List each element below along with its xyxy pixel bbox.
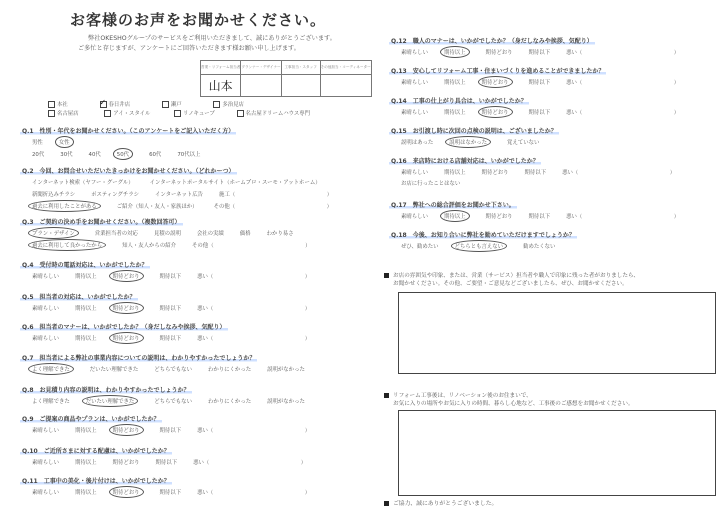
answer-option[interactable]: 見積の説明 bbox=[153, 231, 181, 237]
answer-row bbox=[32, 150, 216, 158]
answer-blank[interactable]: ） bbox=[229, 306, 311, 312]
answer-option[interactable]: 説明はあった bbox=[401, 140, 434, 146]
answer-option[interactable]: 期待以上 bbox=[443, 80, 466, 86]
answer-row bbox=[32, 426, 310, 434]
answer-blank[interactable]: ） bbox=[225, 460, 307, 466]
answer-option[interactable]: 期待どおり bbox=[109, 270, 144, 282]
answer-option[interactable]: 悪い（ bbox=[193, 460, 210, 466]
answer-option[interactable]: 覚えていない bbox=[507, 140, 540, 146]
staff-header-other: その他担当・コーディネーター bbox=[320, 61, 371, 75]
answer-option[interactable]: 素晴らしい bbox=[32, 274, 59, 280]
answer-option[interactable]: 期待どおり bbox=[485, 50, 513, 56]
staff-cell-sales[interactable] bbox=[201, 75, 241, 97]
answer-row bbox=[32, 241, 310, 249]
store-row-2 bbox=[48, 109, 310, 117]
comment1-line-2: お聞かせください。その他、ご要望・ご意見などございましたら、ぜひ、お聞かせください。 bbox=[393, 281, 628, 287]
answer-row bbox=[401, 168, 675, 176]
comment2-line-2: お気に入りの場所やお気に入りの時間、暮らし心地など、工事後のご感想をお聞かせください。 bbox=[393, 401, 634, 407]
answer-row bbox=[32, 190, 332, 198]
answer-blank[interactable]: ） bbox=[598, 214, 680, 220]
answer-option[interactable]: その他（ bbox=[192, 243, 214, 249]
answer-option[interactable]: その他（ bbox=[213, 204, 236, 210]
store-checkbox-kasugai[interactable]: ✓ 春日井店 bbox=[99, 98, 131, 108]
answer-option[interactable]: 期待どおり bbox=[109, 424, 144, 436]
answer-option[interactable]: 期待どおり bbox=[478, 106, 513, 118]
footer-text: ご協力、誠にありがとうございました。 bbox=[393, 501, 498, 507]
question-label: Q.17 弊社への総合評価をお聞かせ下さい。 bbox=[391, 202, 515, 209]
store-row-1 bbox=[48, 100, 244, 108]
answer-option[interactable]: 素晴らしい bbox=[401, 214, 428, 220]
bullet-icon bbox=[384, 501, 389, 506]
answer-row bbox=[32, 304, 310, 312]
answer-row bbox=[32, 178, 337, 186]
answer-option[interactable]: 期待どおり bbox=[112, 460, 140, 466]
answer-option[interactable]: 素晴らしい bbox=[401, 50, 428, 56]
question-label: Q.10 ご近所さまに対する配慮は、いかがでしたか？ bbox=[22, 448, 170, 455]
comment2-prompt bbox=[384, 392, 634, 408]
answer-option[interactable]: ご紹介（知人・友人・家族ほか） bbox=[116, 204, 198, 210]
answer-option[interactable]: ポスティングチラシ bbox=[91, 192, 140, 198]
answer-option[interactable]: よく理解できた bbox=[28, 363, 74, 375]
answer-option[interactable]: 期待どおり bbox=[481, 170, 509, 176]
answer-row bbox=[32, 138, 90, 146]
answer-option[interactable]: 期待どおり bbox=[109, 332, 144, 344]
staff-header-construction: 工事担当・スタッフ bbox=[281, 61, 320, 75]
answer-option[interactable]: よく理解できた bbox=[32, 399, 70, 405]
answer-option[interactable]: どちらとも言えない bbox=[451, 240, 508, 252]
answer-option[interactable]: ぜひ、勧めたい bbox=[401, 244, 439, 250]
answer-option[interactable]: お店に行ったことはない bbox=[401, 181, 461, 187]
question-label: Q.4 受付時の電話対応は、いかがでしたか？ bbox=[22, 262, 148, 269]
answer-option[interactable]: 過去に利用したことがある bbox=[28, 200, 101, 212]
answer-option[interactable]: 期待以上 bbox=[443, 110, 466, 116]
answer-blank[interactable]: ） bbox=[229, 274, 311, 280]
intro-line-1: 弊社OKESHOグループのサービスをご利用いただきまして、誠にありがとうございます。 bbox=[88, 35, 336, 42]
answer-blank[interactable]: ） bbox=[229, 243, 311, 249]
answer-option[interactable]: 期待どおり bbox=[109, 302, 144, 314]
question-label: Q.18 今後、お知り合いに弊社を勧めていただけますでしょうか？ bbox=[391, 232, 575, 239]
question-label: Q.6 担当者のマナーは、いかがでしたか？（身だしなみや挨拶、気配り） bbox=[22, 324, 226, 331]
store-checkbox-honsha[interactable]: 本社 bbox=[48, 102, 68, 108]
answer-option[interactable]: プラン・デザイン bbox=[28, 227, 79, 239]
bullet-icon bbox=[384, 393, 389, 398]
question-label: Q.7 担当者による弊社の事業内容についての説明は、わかりやすかったでしょうか？ bbox=[22, 355, 256, 362]
answer-option[interactable]: 悪い（ bbox=[566, 80, 583, 86]
answer-option[interactable]: 20代 bbox=[32, 152, 45, 158]
answer-row bbox=[32, 334, 310, 342]
answer-option[interactable]: 期待以下 bbox=[155, 460, 178, 466]
store-checkbox-nagoya[interactable]: 名古屋店 bbox=[48, 111, 79, 117]
answer-row bbox=[401, 48, 679, 56]
answer-blank[interactable]: ） bbox=[229, 490, 311, 496]
comment1-textarea[interactable] bbox=[398, 292, 716, 374]
store-checkbox-istyle[interactable]: アイ・スタイル bbox=[104, 111, 150, 117]
answer-option[interactable]: インターネット広告 bbox=[155, 192, 204, 198]
question-label: Q.11 工事中の美化・後片付けは、いかがでしたか？ bbox=[22, 478, 170, 485]
answer-option[interactable]: わかり易さ bbox=[266, 231, 294, 237]
question-label: Q.14 工事の仕上がり具合は、いかがでしたか？ bbox=[391, 98, 527, 105]
answer-row bbox=[32, 397, 321, 405]
answer-option[interactable]: 素晴らしい bbox=[401, 110, 428, 116]
answer-blank[interactable]: ） bbox=[598, 80, 680, 86]
answer-row bbox=[32, 365, 321, 373]
store-checkbox-renocube[interactable]: リノキューブ bbox=[174, 111, 215, 117]
answer-option[interactable]: わかりにくかった bbox=[207, 399, 252, 405]
comment2-line-1: リフォーム工事後は、リノベーション後のお住まいで、 bbox=[393, 393, 532, 399]
answer-option[interactable]: 期待以下 bbox=[528, 50, 551, 56]
staff-signature: 山本 bbox=[208, 79, 233, 93]
answer-option[interactable]: 価格 bbox=[239, 231, 251, 237]
answer-option[interactable]: 説明がなかった bbox=[267, 367, 305, 373]
store-checkbox-dreamhouse[interactable]: 名古屋ドリームハウス専門 bbox=[237, 111, 311, 117]
question-label: Q.1 性別・年代をお聞かせください。（このアンケートをご記入いただく方） bbox=[22, 128, 235, 135]
answer-row bbox=[401, 108, 679, 116]
answer-option[interactable]: 悪い（ bbox=[197, 336, 214, 342]
answer-row bbox=[401, 179, 476, 187]
question-label: Q.5 担当者の対応は、いかがでしたか？ bbox=[22, 294, 136, 301]
answer-option[interactable]: 期待以下 bbox=[528, 110, 551, 116]
answer-row bbox=[32, 488, 310, 496]
answer-option[interactable]: 期待どおり bbox=[109, 486, 144, 498]
answer-option[interactable]: どちらでもない bbox=[154, 367, 192, 373]
answer-row bbox=[401, 138, 555, 146]
answer-option[interactable]: だいたい理解できた bbox=[89, 367, 139, 373]
bullet-icon bbox=[384, 273, 389, 278]
answer-option[interactable]: 悪い（ bbox=[197, 490, 214, 496]
answer-option[interactable]: 50代 bbox=[113, 148, 133, 160]
answer-option[interactable]: 期待以下 bbox=[524, 170, 547, 176]
answer-option[interactable]: インターネット検索（ヤフー・グーグル） bbox=[32, 180, 134, 186]
answer-option[interactable]: 男性 bbox=[32, 140, 43, 146]
answer-option[interactable]: 素晴らしい bbox=[32, 490, 59, 496]
comment1-prompt bbox=[384, 272, 639, 288]
answer-option[interactable]: 期待以下 bbox=[159, 274, 182, 280]
answer-option[interactable]: 悪い（ bbox=[566, 214, 583, 220]
answer-option[interactable]: 素晴らしい bbox=[32, 428, 59, 434]
answer-blank[interactable]: ） bbox=[598, 110, 680, 116]
answer-option[interactable]: 説明がなかった bbox=[267, 399, 305, 405]
answer-row bbox=[32, 458, 306, 466]
answer-option[interactable]: 30代 bbox=[60, 152, 73, 158]
question-label: Q.13 安心してリフォーム工事・住まいづくりを進めることができましたか？ bbox=[391, 68, 605, 75]
answer-row bbox=[32, 202, 332, 210]
staff-cell-planner[interactable] bbox=[241, 75, 281, 97]
answer-blank[interactable]: ） bbox=[229, 336, 311, 342]
answer-option[interactable]: 会社の実績 bbox=[196, 231, 224, 237]
answer-row bbox=[32, 272, 310, 280]
answer-option[interactable]: 期待以下 bbox=[159, 336, 182, 342]
answer-row bbox=[401, 212, 679, 220]
answer-option[interactable]: 期待以下 bbox=[159, 306, 182, 312]
answer-option[interactable]: 過去に利用して良かったから bbox=[28, 239, 106, 251]
answer-option[interactable]: 悪い（ bbox=[562, 170, 579, 176]
answer-option[interactable]: 営業担当者の対応 bbox=[94, 231, 138, 237]
page-title: お客様のお声をお聞かせください。 bbox=[70, 11, 327, 29]
answer-option[interactable]: 期待以上 bbox=[74, 428, 97, 434]
answer-option[interactable]: 期待以上 bbox=[440, 210, 470, 222]
answer-option[interactable]: 40代 bbox=[88, 152, 101, 158]
answer-option[interactable]: 期待以上 bbox=[440, 46, 470, 58]
answer-option[interactable]: 60代 bbox=[149, 152, 162, 158]
store-checkbox-tajimi[interactable]: 多治見店 bbox=[213, 102, 244, 108]
answer-option[interactable]: 悪い（ bbox=[566, 50, 583, 56]
answer-option[interactable]: 70代以上 bbox=[177, 152, 201, 158]
answer-blank[interactable]: ） bbox=[594, 170, 676, 176]
answer-option[interactable]: 悪い（ bbox=[197, 274, 214, 280]
answer-option[interactable]: どちらでもない bbox=[154, 399, 192, 405]
answer-option[interactable]: 勧めたくない bbox=[523, 244, 556, 250]
question-label: Q.3 ご契約の決め手をお聞かせください。（複数回答可） bbox=[22, 219, 181, 226]
question-label: Q.2 今回、お問合せいただいたきっかけをお聞かせください。（どれかーつ） bbox=[22, 168, 235, 175]
answer-option[interactable]: 期待以上 bbox=[74, 306, 97, 312]
answer-option[interactable]: 期待以上 bbox=[443, 170, 466, 176]
answer-option[interactable]: 期待以下 bbox=[528, 214, 551, 220]
answer-option[interactable]: 悪い（ bbox=[197, 306, 214, 312]
answer-row bbox=[401, 242, 571, 250]
answer-blank[interactable]: ） bbox=[598, 50, 680, 56]
intro-line-2: ご多忙と存じますが、アンケートにご回答いただきます様お願い申し上げます。 bbox=[78, 45, 300, 52]
comment1-line-1: お店の雰囲気や印象、または、営業（サービス）担当者や職人で印象に残った者がおりましたら、 bbox=[393, 273, 640, 279]
answer-option[interactable]: 素晴らしい bbox=[401, 170, 428, 176]
question-label: Q.15 お引渡し時に次回の点検の説明は、ございましたか？ bbox=[391, 128, 557, 135]
answer-blank[interactable]: ） bbox=[229, 428, 311, 434]
answer-option[interactable]: わかりにくかった bbox=[207, 367, 252, 373]
answer-option[interactable]: 女性 bbox=[55, 136, 74, 148]
staff-cell-other[interactable] bbox=[320, 75, 371, 97]
footer-thanks bbox=[384, 498, 497, 507]
answer-option[interactable]: 期待以下 bbox=[159, 490, 182, 496]
answer-option[interactable]: 素晴らしい bbox=[32, 460, 59, 466]
answer-option[interactable]: 素晴らしい bbox=[401, 80, 428, 86]
answer-blank[interactable]: ） bbox=[251, 192, 333, 198]
answer-option[interactable]: 期待以下 bbox=[159, 428, 182, 434]
answer-option[interactable]: インターネットポータルサイト（ホームプロ・スーモ・アットホーム） bbox=[149, 180, 321, 186]
answer-option[interactable]: 期待以上 bbox=[74, 274, 97, 280]
answer-option[interactable]: 施工（ bbox=[219, 192, 236, 198]
answer-row bbox=[401, 78, 679, 86]
staff-header-planner: プランナー・デザイナー bbox=[241, 61, 281, 75]
answer-option[interactable]: 素晴らしい bbox=[32, 306, 59, 312]
answer-option[interactable]: 期待以上 bbox=[74, 460, 97, 466]
staff-table bbox=[200, 60, 372, 97]
staff-header-sales: 営業・リフォーム担当者 bbox=[201, 61, 241, 75]
answer-option[interactable]: 悪い（ bbox=[197, 428, 214, 434]
answer-row bbox=[32, 229, 310, 237]
answer-option[interactable]: 期待どおり bbox=[478, 76, 513, 88]
answer-option[interactable]: 期待以上 bbox=[74, 490, 97, 496]
answer-option[interactable]: 期待以上 bbox=[74, 336, 97, 342]
question-label: Q.8 お見積り内容の説明は、わかりやすかったでしょうか？ bbox=[22, 387, 190, 394]
answer-option[interactable]: 知人・友人からの紹介 bbox=[122, 243, 177, 249]
answer-option[interactable]: 素晴らしい bbox=[32, 336, 59, 342]
answer-option[interactable]: 悪い（ bbox=[566, 110, 583, 116]
question-label: Q.12 職人のマナーは、いかがでしたか？（身だしなみや挨拶、気配り） bbox=[391, 38, 593, 45]
staff-cell-construction[interactable] bbox=[281, 75, 320, 97]
answer-option[interactable]: 新聞折込みチラシ bbox=[32, 192, 76, 198]
answer-option[interactable]: だいたい理解できた bbox=[82, 395, 139, 407]
question-label: Q.9 ご提案の商品やプランは、いかがでしたか？ bbox=[22, 416, 160, 423]
comment2-textarea[interactable] bbox=[398, 410, 716, 496]
store-checkbox-seto[interactable]: 瀬戸 bbox=[162, 102, 182, 108]
answer-option[interactable]: 期待以下 bbox=[528, 80, 551, 86]
answer-option[interactable]: 説明はなかった bbox=[445, 136, 491, 148]
answer-blank[interactable]: ） bbox=[251, 204, 333, 210]
question-label: Q.16 来店時における店舗対応は、いかがでしたか？ bbox=[391, 158, 539, 165]
answer-option[interactable]: 期待どおり bbox=[485, 214, 513, 220]
